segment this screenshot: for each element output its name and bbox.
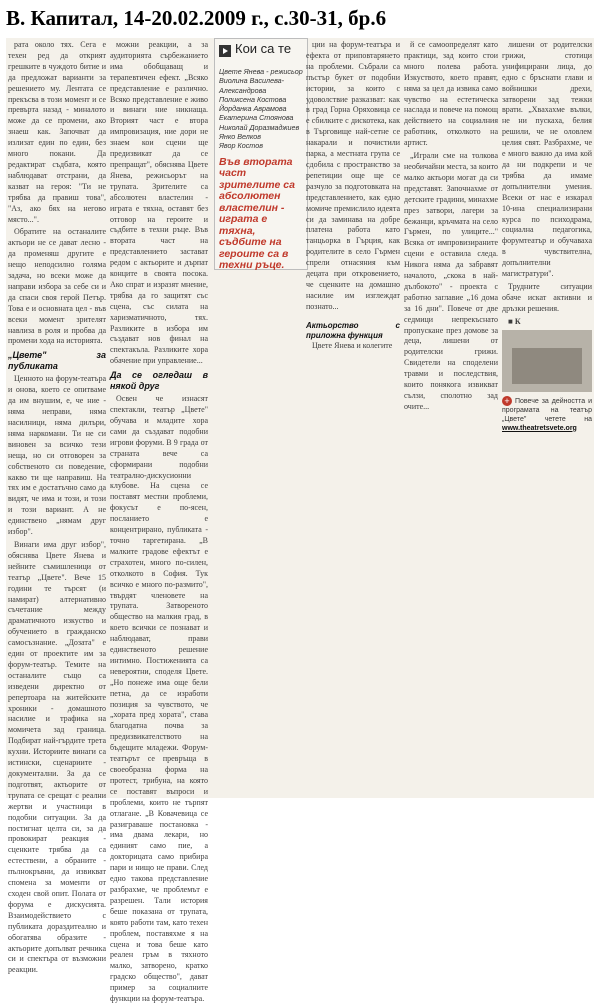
article-column-2 [110, 40, 208, 1004]
cast-member: Екатерина Стоянова [219, 113, 294, 123]
article-paragraph: ции на форум-театъра и ефекта от приповтарянето на проблеми. Събрали са пъстър букет от подобни истории, за които с удоволствие разказват: как в град Горна Оряховица се е сбилките с дискотека, как в Търговище най-сетне се накарали и почистили парка, а местната група се сдобила с пространство за репетиции още ще се разчуло за подготовката на представлението, как едно момиче премислило идеята си да заминава на добре платена работа като танцьорка в Гърция, как родителите в село Гърмен спрели отнасяния към децата при откровението, че сценките на домашно насилие им изглеждат познато... [306, 40, 400, 311]
article-column-4 [306, 40, 400, 796]
article-paragraph: рата около тях. Сега е техен ред да открият грешките в чуждото битие и да предложат варианти за решението му. Лентата се прекъсва в този момент и се превърта назад - миналото може да се промени, ако знаеш как. Започват да излизат един по един, без много покани. Да редактират съдбата, която наблюдават отстрани, да казват на героя: "Ти не трябва да правиш това", "Аз, ако бях на негово място...". [8, 40, 106, 224]
article-paragraph: й се самоопределят като практици, зад които стои много полева работа. Изкуството, което правят, няма за цел да извика само чувство на естетическа наслада и повече на помощ действието на социалния работник, отколкото на артист. [404, 40, 498, 148]
cast-sidebar [214, 38, 308, 270]
section-caption: Актьорство с приложна функция [306, 320, 400, 340]
cast-member: Виолина Василева- [219, 76, 285, 86]
sidebar-title: Кои са те [235, 41, 292, 56]
cast-member: Йорданка Аврамова [219, 104, 287, 114]
cast-member: Поликсена Костова [219, 94, 287, 104]
article-column-6 [502, 40, 592, 796]
article-paragraph: „Играли сме на толкова необичайни места, за които малко актьори могат да си представят. Започнахме от детските градини, минахме през затвори, лагери за бежанци, кръчмата на село Гърмен, по улиците..." Всяка от импровизираните сцени е оставила следа. Никога няма да забравят началото, „скока в най-дълбокото" - проекта с работно заглавие „16 дома за 16 дни". Повече от две седмици непрекъснато пропускане през домове за деца, лишени от родителски грижи. Свидетели на споделени травми и последствия, които понякога извикват сълзи, сполотно зад очите... [404, 151, 498, 411]
article-column-5 [404, 40, 498, 796]
cast-member: Николай Доразмаджиев [219, 122, 300, 132]
article-paragraph: Ценното на форум-театъра и онова, което се опитваме да им внушим, е, че ние - няма неправи, няма насилници, няма дилъри, няма наркомани. Ти не си виновен за всичко тези неща, но си отговорен за собственото си поведение, какво ти ще направиш. На тях им е достатъчно само да видят, че има и този, и този и този вариант. А не единствено „нямам друг избор". [8, 374, 106, 537]
article-paragraph: можни реакции, а за аудиторията сърбежанието има обобщаващ и терапевтичен ефект. „Всяко представление е различно. Всяко представление е живо и винаги ние никнаща. Вторият част е втора импровизация, ние дори не знаем кои сцени ще предизвикат да се препращат", обяснява Цветe Янева, режисьорът на трупата. Зрителите са абсолютен властелин - играта е тяхна, оставят без отговор на героите и съдбите в техни ръце. Във втората част на представлението застават редом с актьорите и дърпат конците в своята посока. Ако спрат и изразят мнение, трябва да го защитят със сцена, със силата на харизматичното, тях. Разликите в избора им създават нов финал на спектакъла. Разликите хора обачение при управление... [110, 40, 208, 366]
cast-list [215, 67, 307, 151]
article-paragraph: Освен че изнасят спектакли, театър „Цвете" обучава и младите хора сами да създават подобни игрови форуми. В 9 града от страната вече са сформирани подобни театрално-дискусионни клубове. На сцена се поставят местни проблеми, фокусът е по-ясен, посланието е концентрирано, публиката - точно таргетирана. „В малките градове ефектът е страхотен, много по-силен, отколкото в София. Тук всичко е много по-размито", твърдят членовете на трупата. Затвореното общество на малкия град, в което всички се познават и наблюдават, прави единственото решение интимно. Постиженията са невероятни, споделя Цвете. „Но понеже има още бели петна, да се изработи позиция за чувството, че „хората пред хората", става благодатна почва за предизвикателството на бъдещите младежи. Форум-театърът се превръща в своеобразна форма на протест, трибуна, на която се поставят въпроси и проблеми, които не търпят отлагане. „В Ковачевица се разиграваше постановка - има двама лекари, но единият само пие, а докторицата само прибира пари и нищо не прави. След едно такова представление разбрахме, че проблемът е разрешен. Тали история беше показана от трупата, която работи там, като техен проблем, поставяхме я на сцена и това беше като реален гръм в тяхното малко, затворено, кратко градско общество", дават пример за социалните функции на форум-театъра. [110, 394, 208, 1004]
article-paragraph: Обратите на останалите актьори не се дават лесно - да променяш другите е нещо неподсилно голяма задача, но всеки може да направи избора за себе си и да спаси своя герой Петър. Това е и основната цел - във всеки момент зрителят навлиза в роля и пробва да промени хода на историята. [8, 227, 106, 346]
article-paragraph: Трудните ситуации обаче искат активни и дръзки решения. [502, 281, 592, 313]
sidebar-header [215, 39, 307, 67]
promo-box [502, 396, 592, 433]
cast-member: Цветe Янева - режисьор [219, 67, 303, 76]
cast-member: Александрова [219, 85, 267, 95]
newspaper-clipping [6, 38, 594, 1004]
promo-link[interactable]: www.theatretsvete.org [502, 424, 577, 432]
caption-line: Цвете Янева и колегите [312, 340, 393, 350]
article-paragraph: лишени от родителски грижи, стотици унифицирани лица, до едно с бръснати глави и войнишки дрехи, затворени зад тежки врати. „Хвахахме вълки, не ни пускаха, белия решили, че не оловлем целия свят. Разбрахме, че е много важно да има кой да ни подкрепи и че трябва да имаме допълнителни умения. Всеки от нас е изкарал 10-ина специализирани курса по психодрама, социална педагогика, форумтеатър и обучаваха в чувствителна, допълнителни магистратури". [502, 40, 592, 279]
article-photo [502, 330, 592, 392]
article-paragraph: Винаги има друг избор", обяснява Цветe Янева и нейните съмишленици от театър „Цвете". Вече 15 години те търсят (и намират) алтернативно съчетание между драматичното изкуство и обучението в гражданско самосъзнание. „Дозата" е един от проектите им за форум-театър. Темите на останалите също са изведени директно от репертоара на житейските хроники - домашното насилие и трафика на момичета зад граница. Подбират най-гърдите трета кухни. Историите винаги са истински, сценариите - документални. За да се подготвят, актьорите от трупата се срещат с реални жертви и участници в подобни ситуации. За да постигнат целта си, за да провокират реакция - сценките трябва да са естествени, а обраните - пълнокръвни, да извикват спомена за моменти от сходен свой опит. Полата от форума е дискусията. Взаимодействието с публиката дораздитеално и обогатява образите - актьорите допълват речника си и спектъра от възможни реакции. [8, 539, 106, 975]
section-subhead: Да се огледаш в някой друг [110, 370, 208, 392]
section-subhead: „Цвете" за публиката [8, 350, 106, 372]
play-arrow-icon [219, 45, 231, 57]
cast-member: Янко Велков [219, 132, 261, 142]
plus-icon: + [502, 396, 512, 406]
cast-member: Явор Костов [219, 141, 263, 151]
promo-text: Повече за дейността и програмата на театър „Цвете" четете на [502, 397, 592, 423]
author-signature: ■ К [508, 316, 521, 326]
page-header-title: В. Капитал, 14-20.02.2009 г., с.30-31, бр.6 [6, 6, 387, 30]
article-column-1 [8, 40, 106, 975]
pull-quote: Във втората част зрителите са абсолютен властелин - играта е тяхна, съдбите на героите са в техни ръце. [219, 155, 295, 272]
